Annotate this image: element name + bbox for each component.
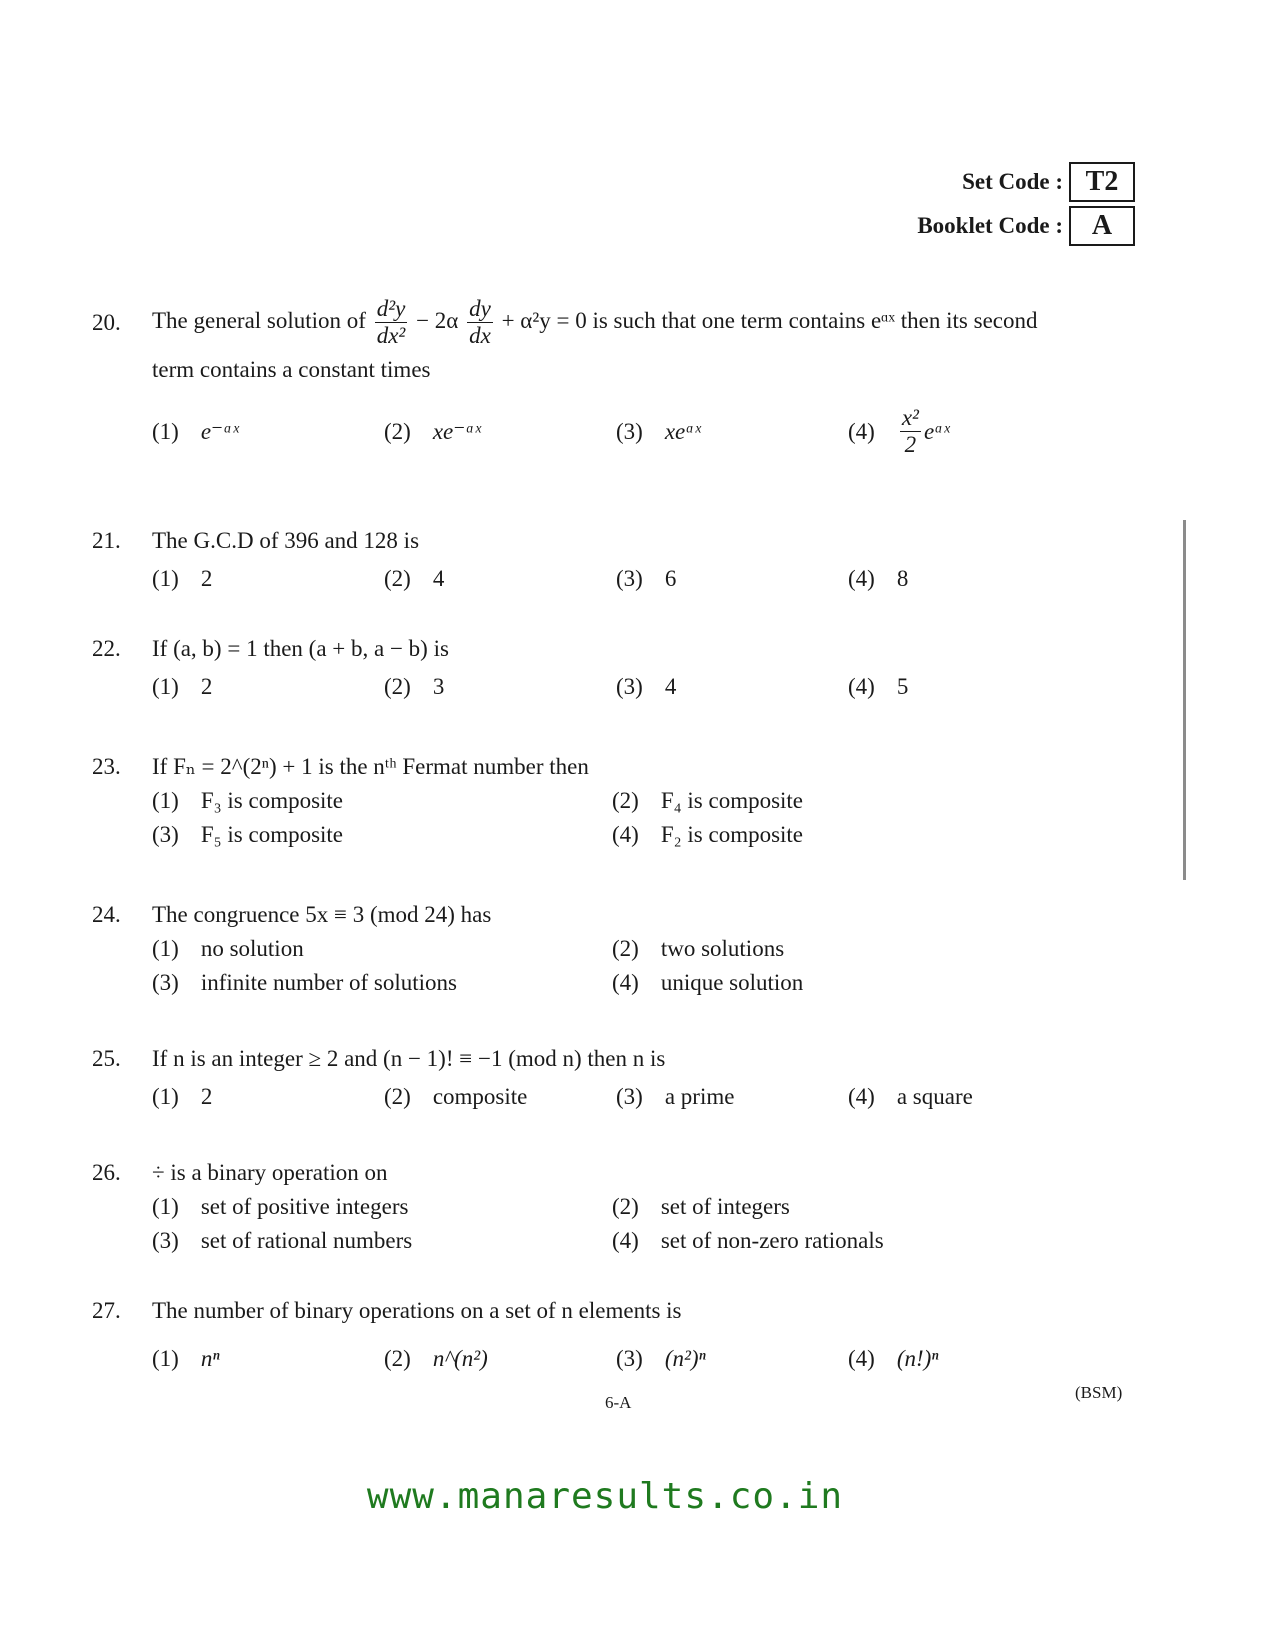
- option-2: [384, 1346, 616, 1372]
- option-label: (2): [384, 674, 411, 699]
- options-row: [152, 1346, 1152, 1372]
- option-label: (2): [384, 566, 411, 591]
- option-label: (2): [384, 1084, 411, 1109]
- booklet-code-box: A: [1069, 206, 1135, 246]
- question-text-before: The general solution of: [152, 307, 366, 333]
- question-23: [92, 754, 1152, 848]
- question-27: [92, 1298, 1152, 1372]
- option-label: (1): [152, 566, 179, 591]
- option-2: [612, 788, 1072, 814]
- option-text: 3: [432, 674, 445, 699]
- option-text: set of rational numbers: [200, 1228, 413, 1253]
- option-label: (3): [616, 1084, 643, 1109]
- booklet-code-label: Booklet Code :: [917, 213, 1063, 238]
- option-4: [612, 822, 1072, 848]
- options-grid: [152, 1194, 1152, 1254]
- fraction-denominator: dx: [469, 323, 491, 348]
- option-2: [384, 674, 616, 700]
- question-text-after: is such that one term contains eᵅˣ then its second: [592, 307, 1038, 333]
- option-text: composite: [432, 1084, 528, 1109]
- option-label: (4): [848, 1084, 875, 1109]
- option-label: (1): [152, 1346, 179, 1371]
- options-row: [152, 566, 1152, 592]
- option-4: [612, 1228, 1072, 1254]
- options-row: [152, 405, 1152, 458]
- option-label: (1): [152, 936, 179, 961]
- option-label: (4): [848, 566, 875, 591]
- option-label: (2): [612, 936, 639, 961]
- option-text: n^(n²): [432, 1346, 488, 1371]
- fraction-dy-dx: [467, 296, 493, 349]
- option-text: two solutions: [660, 936, 785, 961]
- option-text: 4: [432, 566, 445, 591]
- option-label: (3): [616, 1346, 643, 1371]
- question-text: If (a, b) = 1 then (a + b, a − b) is: [152, 636, 449, 661]
- set-code-label: Set Code :: [962, 169, 1063, 194]
- option-text: xe⁻ᵅˣ: [432, 418, 482, 444]
- options-grid: [152, 936, 1152, 996]
- option-text: e⁻ᵅˣ: [200, 418, 239, 444]
- option-3: [616, 674, 848, 700]
- option-label: (1): [152, 1084, 179, 1109]
- option-label: (4): [612, 970, 639, 995]
- option-4: [848, 1346, 1080, 1372]
- option-text: 2: [200, 674, 213, 699]
- question-text: The congruence 5x ≡ 3 (mod 24) has: [152, 902, 492, 927]
- question-20: [92, 296, 1152, 458]
- option-label: (2): [612, 788, 639, 813]
- option-label: (3): [152, 822, 179, 847]
- question-text-line2: term contains a constant times: [152, 357, 431, 382]
- question-number: 27.: [92, 1298, 121, 1323]
- option-text: F₅ is composite: [200, 822, 344, 847]
- question-text: If n is an integer ≥ 2 and (n − 1)! ≡ −1 (mod n) then n is: [152, 1046, 666, 1071]
- option-1: [152, 788, 612, 814]
- option-3: [152, 970, 612, 996]
- question-number: 23.: [92, 754, 121, 779]
- fraction-numerator: d²y: [376, 296, 406, 321]
- option-text: set of positive integers: [200, 1194, 409, 1219]
- options-row: [152, 1084, 1152, 1110]
- option-1: [152, 566, 384, 592]
- option-label: (3): [616, 674, 643, 699]
- option-text: F₃ is composite: [200, 788, 344, 813]
- option-text: 2: [200, 566, 213, 591]
- option-label: (1): [152, 418, 179, 444]
- option-3: [616, 566, 848, 592]
- option-label: (3): [616, 566, 643, 591]
- option-label: (4): [848, 674, 875, 699]
- option-4: [848, 566, 1080, 592]
- option-2: [384, 1084, 616, 1110]
- code-block: [917, 162, 1135, 250]
- option-label: (1): [152, 1194, 179, 1219]
- option-label: (2): [384, 418, 411, 444]
- equation-end: + α²y = 0: [501, 307, 587, 333]
- option-text: set of integers: [660, 1194, 790, 1219]
- question-number: 22.: [92, 636, 121, 661]
- option-text: (n!)ⁿ: [896, 1346, 939, 1371]
- option-text: 6: [664, 566, 677, 591]
- option-text: no solution: [200, 936, 304, 961]
- website-watermark: www.manaresults.co.in: [366, 1476, 844, 1517]
- option-4: [848, 674, 1080, 700]
- option-1: [152, 936, 612, 962]
- subject-code: (BSM): [1075, 1383, 1123, 1402]
- set-code-box: T2: [1069, 162, 1135, 202]
- fraction-numerator: x²: [901, 405, 919, 430]
- option-text: 5: [896, 674, 909, 699]
- question-22: [92, 636, 1152, 700]
- option-label: (1): [152, 674, 179, 699]
- option-text: F₂ is composite: [660, 822, 804, 847]
- question-26: [92, 1160, 1152, 1254]
- question-text: The number of binary operations on a set of n elements is: [152, 1298, 682, 1323]
- fraction-numerator: dy: [469, 296, 491, 321]
- question-number: 25.: [92, 1046, 121, 1071]
- option-text: infinite number of solutions: [200, 970, 457, 995]
- option-3: [152, 822, 612, 848]
- option-2: [612, 936, 1072, 962]
- fraction-denominator: dx²: [376, 323, 406, 348]
- fraction-d2y-dx2: [375, 296, 408, 349]
- question-text: The G.C.D of 396 and 128 is: [152, 528, 420, 553]
- option-label: (4): [612, 822, 639, 847]
- question-number: 20.: [92, 309, 121, 335]
- option-text: eᵅˣ: [923, 418, 950, 444]
- option-label: (3): [616, 418, 643, 444]
- scan-edge-line: [1183, 520, 1186, 880]
- option-text: xeᵅˣ: [664, 418, 701, 444]
- option-text: nⁿ: [200, 1346, 220, 1371]
- option-label: (4): [848, 418, 875, 444]
- question-number: 26.: [92, 1160, 121, 1185]
- option-fraction: [900, 405, 921, 458]
- option-1: [152, 674, 384, 700]
- option-text: (n²)ⁿ: [664, 1346, 706, 1371]
- question-text: ÷ is a binary operation on: [152, 1160, 388, 1185]
- option-text: F₄ is composite: [660, 788, 804, 813]
- option-text: 4: [664, 674, 677, 699]
- booklet-code-row: [917, 206, 1135, 246]
- option-1: [152, 1084, 384, 1110]
- option-text: a prime: [664, 1084, 735, 1109]
- option-4: [848, 405, 1080, 458]
- set-code-row: [917, 162, 1135, 202]
- equation-middle: − 2α: [416, 307, 459, 333]
- option-3: [616, 1346, 848, 1372]
- option-text: a square: [896, 1084, 973, 1109]
- question-number: 21.: [92, 528, 121, 553]
- options-row: [152, 674, 1152, 700]
- option-label: (3): [152, 970, 179, 995]
- option-2: [612, 1194, 1072, 1220]
- option-4: [612, 970, 1072, 996]
- option-3: [152, 1228, 612, 1254]
- option-label: (2): [384, 1346, 411, 1371]
- option-text: 2: [200, 1084, 213, 1109]
- page-code: 6-A: [605, 1393, 632, 1412]
- option-text: unique solution: [660, 970, 804, 995]
- option-text: set of non-zero rationals: [660, 1228, 884, 1253]
- question-number: 24.: [92, 902, 121, 927]
- question-25: [92, 1046, 1152, 1110]
- option-2: [384, 405, 616, 458]
- option-text: 8: [896, 566, 909, 591]
- option-2: [384, 566, 616, 592]
- fraction-denominator: 2: [904, 432, 917, 457]
- question-text: If Fₙ = 2^(2ⁿ) + 1 is the nᵗʰ Fermat number then: [152, 754, 589, 779]
- option-label: (2): [612, 1194, 639, 1219]
- option-label: (1): [152, 788, 179, 813]
- option-4: [848, 1084, 1080, 1110]
- option-3: [616, 1084, 848, 1110]
- options-grid: [152, 788, 1152, 848]
- question-21: [92, 528, 1152, 592]
- option-1: [152, 1346, 384, 1372]
- option-3: [616, 405, 848, 458]
- option-1: [152, 405, 384, 458]
- option-label: (4): [612, 1228, 639, 1253]
- option-label: (3): [152, 1228, 179, 1253]
- question-24: [92, 902, 1152, 996]
- option-label: (4): [848, 1346, 875, 1371]
- question-text: [152, 296, 1152, 349]
- option-1: [152, 1194, 612, 1220]
